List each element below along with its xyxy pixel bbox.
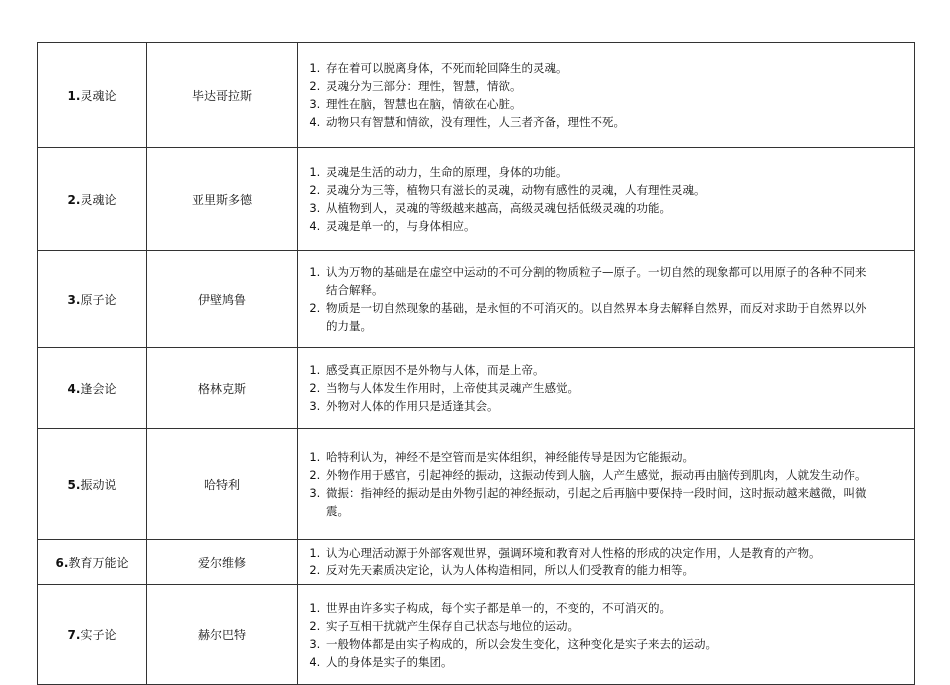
theorist-cell: 赫尔巴特 — [147, 585, 298, 685]
list-item: 1. 认为心理活动源于外部客观世界，强调环境和教育对人性格的形成的决定作用，人是教育的产物。 — [324, 545, 874, 562]
list-item: 1. 世界由许多实子构成，每个实子都是单一的，不变的，不可消灭的。 — [324, 599, 874, 617]
table-row — [38, 148, 915, 251]
theory-number: 3. — [67, 292, 81, 307]
list-item: 3. 从植物到人，灵魂的等级越来越高，高级灵魂包括低级灵魂的功能。 — [324, 199, 874, 217]
theory-number: 4. — [67, 381, 81, 396]
description-cell — [298, 540, 915, 585]
description-list — [302, 448, 874, 520]
theory-number: 7. — [67, 628, 81, 642]
list-item: 1. 感受真正原因不是外物与人体，而是上帝。 — [324, 361, 874, 379]
theory-name: 逢会论 — [80, 381, 117, 396]
theory-number: 2. — [67, 192, 81, 207]
list-item: 2. 反对先天素质决定论，认为人体构造相同，所以人们受教育的能力相等。 — [324, 562, 874, 579]
theory-name: 灵魂论 — [80, 192, 117, 207]
table-row — [38, 429, 915, 540]
theory-table — [37, 42, 915, 685]
list-item: 2. 当物与人体发生作用时，上帝使其灵魂产生感觉。 — [324, 379, 874, 397]
theory-name: 教育万能论 — [68, 555, 129, 570]
description-cell — [298, 148, 915, 251]
table-row — [38, 251, 915, 348]
theory-name: 实子论 — [80, 628, 117, 642]
list-item: 4. 灵魂是单一的，与身体相应。 — [324, 217, 874, 235]
theory-name: 原子论 — [80, 292, 117, 307]
list-item: 2. 灵魂分为三部分：理性，智慧，情欲。 — [324, 77, 874, 95]
table-row — [38, 585, 915, 685]
description-cell — [298, 251, 915, 348]
description-list — [302, 361, 874, 415]
theory-number: 1. — [67, 88, 81, 103]
theory-number: 5. — [67, 477, 81, 492]
theory-name-cell — [38, 585, 147, 685]
list-item: 1. 存在着可以脱离身体，不死而轮回降生的灵魂。 — [324, 59, 874, 77]
list-item: 2. 实子互相干扰就产生保存自己状态与地位的运动。 — [324, 617, 874, 635]
description-list — [302, 545, 874, 579]
description-cell — [298, 43, 915, 148]
theorist-cell: 爱尔维修 — [147, 540, 298, 585]
theorist-cell: 格林克斯 — [147, 348, 298, 429]
description-cell — [298, 429, 915, 540]
description-list — [302, 263, 874, 335]
theory-number: 6. — [55, 555, 69, 570]
list-item: 3. 理性在脑，智慧也在脑，情欲在心脏。 — [324, 95, 874, 113]
theorist-cell: 伊壁鸠鲁 — [147, 251, 298, 348]
list-item: 3. 微振：指神经的振动是由外物引起的神经振动，引起之后再脑中要保持一段时间，这时振动越来越微，叫微震。 — [324, 484, 874, 520]
theorist-cell: 毕达哥拉斯 — [147, 43, 298, 148]
table-row — [38, 348, 915, 429]
theory-name: 灵魂论 — [80, 88, 117, 103]
list-item: 4. 人的身体是实子的集团。 — [324, 653, 874, 671]
theorist-cell: 哈特利 — [147, 429, 298, 540]
list-item: 1. 哈特利认为，神经不是空管而是实体组织，神经能传导是因为它能振动。 — [324, 448, 874, 466]
table-row — [38, 540, 915, 585]
list-item: 2. 物质是一切自然现象的基础，是永恒的不可消灭的。以自然界本身去解释自然界，而反对求助于自然界以外的力量。 — [324, 299, 874, 335]
description-list — [302, 59, 874, 131]
list-item: 4. 动物只有智慧和情欲，没有理性，人三者齐备，理性不死。 — [324, 113, 874, 131]
theory-name-cell — [38, 540, 147, 585]
description-cell — [298, 585, 915, 685]
description-cell — [298, 348, 915, 429]
theory-name-cell — [38, 148, 147, 251]
list-item: 3. 外物对人体的作用只是适逢其会。 — [324, 397, 874, 415]
list-item: 1. 灵魂是生活的动力，生命的原理，身体的功能。 — [324, 163, 874, 181]
list-item: 3. 一般物体都是由实子构成的，所以会发生变化，这种变化是实子来去的运动。 — [324, 635, 874, 653]
list-item: 2. 灵魂分为三等，植物只有滋长的灵魂，动物有感性的灵魂，人有理性灵魂。 — [324, 181, 874, 199]
description-list — [302, 599, 874, 671]
theory-name-cell — [38, 429, 147, 540]
theory-name-cell — [38, 251, 147, 348]
description-list — [302, 163, 874, 235]
theorist-cell: 亚里斯多德 — [147, 148, 298, 251]
list-item: 1. 认为万物的基础是在虚空中运动的不可分割的物质粒子—原子。一切自然的现象都可以用原子的各种不同来结合解释。 — [324, 263, 874, 299]
theory-name-cell — [38, 43, 147, 148]
list-item: 2. 外物作用于感官，引起神经的振动，这振动传到人脑，人产生感觉，振动再由脑传到肌肉，人就发生动作。 — [324, 466, 874, 484]
table-row — [38, 43, 915, 148]
theory-name: 振动说 — [80, 477, 117, 492]
theory-name-cell — [38, 348, 147, 429]
